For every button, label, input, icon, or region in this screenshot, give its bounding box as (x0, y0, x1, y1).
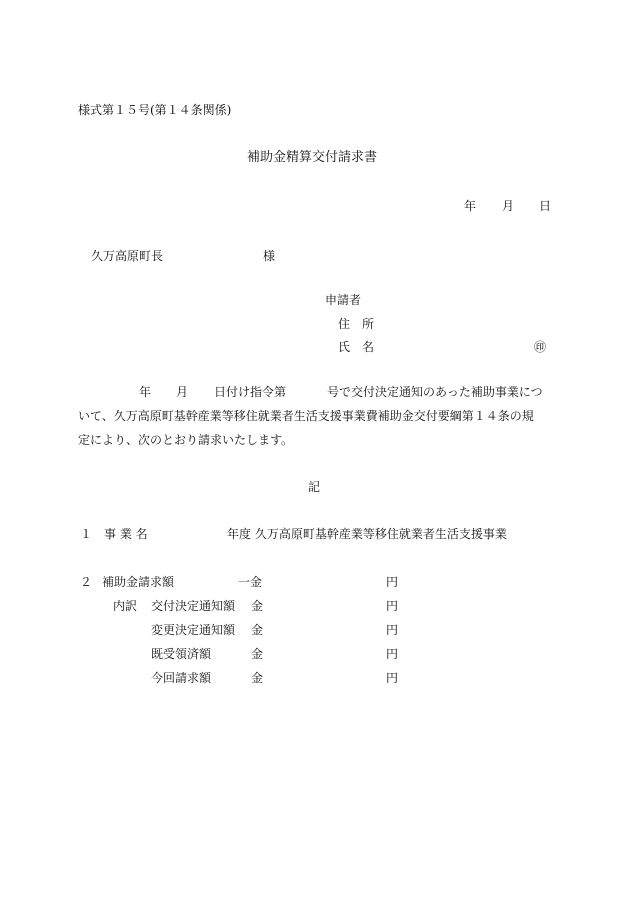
item2-number: ２ (80, 575, 93, 589)
breakdown-row-currency: 円 (386, 671, 399, 685)
breakdown-row-label: 変更決定通知額 (151, 623, 236, 637)
addressee-name: 久万高原町長 (91, 249, 164, 263)
applicant-name-label: 氏 名 (338, 340, 375, 354)
item2-label: 補助金請求額 (102, 575, 175, 589)
applicant-label: 申請者 (325, 293, 362, 307)
date-day-label: 日 (539, 199, 552, 213)
date-year-label: 年 (464, 199, 477, 213)
body-number-text: 号で交付決定通知のあった補助事業につ (327, 385, 543, 399)
breakdown-row-label: 交付決定通知額 (151, 599, 236, 613)
breakdown-row-currency: 円 (386, 647, 399, 661)
item1-number: １ (80, 527, 93, 541)
body-year: 年 (139, 385, 152, 399)
ki-heading: 記 (308, 480, 321, 494)
breakdown-row-prefix: 金 (251, 623, 264, 637)
item1-label: 事 業 名 (104, 527, 148, 541)
addressee-honorific: 様 (263, 249, 276, 263)
breakdown-label: 内訳 (113, 599, 138, 613)
item2-total-prefix: 一金 (238, 575, 263, 589)
date-month-label: 月 (502, 199, 515, 213)
seal-mark: ㊞ (534, 340, 547, 354)
body-line-2: いて、久万高原町基幹産業等移住就業者生活支援事業費補助金交付要綱第１４条の規 (78, 409, 534, 423)
body-order-text: 日付け指令第 (214, 385, 287, 399)
breakdown-row-prefix: 金 (251, 671, 264, 685)
body-line-3: 定により、次のとおり請求いたします。 (78, 433, 294, 447)
applicant-address-label: 住 所 (338, 317, 375, 331)
breakdown-row-label: 既受領済額 (151, 647, 212, 661)
body-month: 月 (176, 385, 189, 399)
breakdown-row-currency: 円 (386, 623, 399, 637)
breakdown-row-label: 今回請求額 (151, 671, 212, 685)
breakdown-row-prefix: 金 (251, 647, 264, 661)
document-title: 補助金精算交付請求書 (247, 150, 378, 165)
form-number: 様式第１５号(第１４条関係) (78, 103, 232, 117)
breakdown-row-currency: 円 (386, 599, 399, 613)
item1-value: 年度 久万高原町基幹産業等移住就業者生活支援事業 (227, 527, 507, 541)
breakdown-row-prefix: 金 (251, 599, 264, 613)
item2-total-currency: 円 (386, 575, 399, 589)
